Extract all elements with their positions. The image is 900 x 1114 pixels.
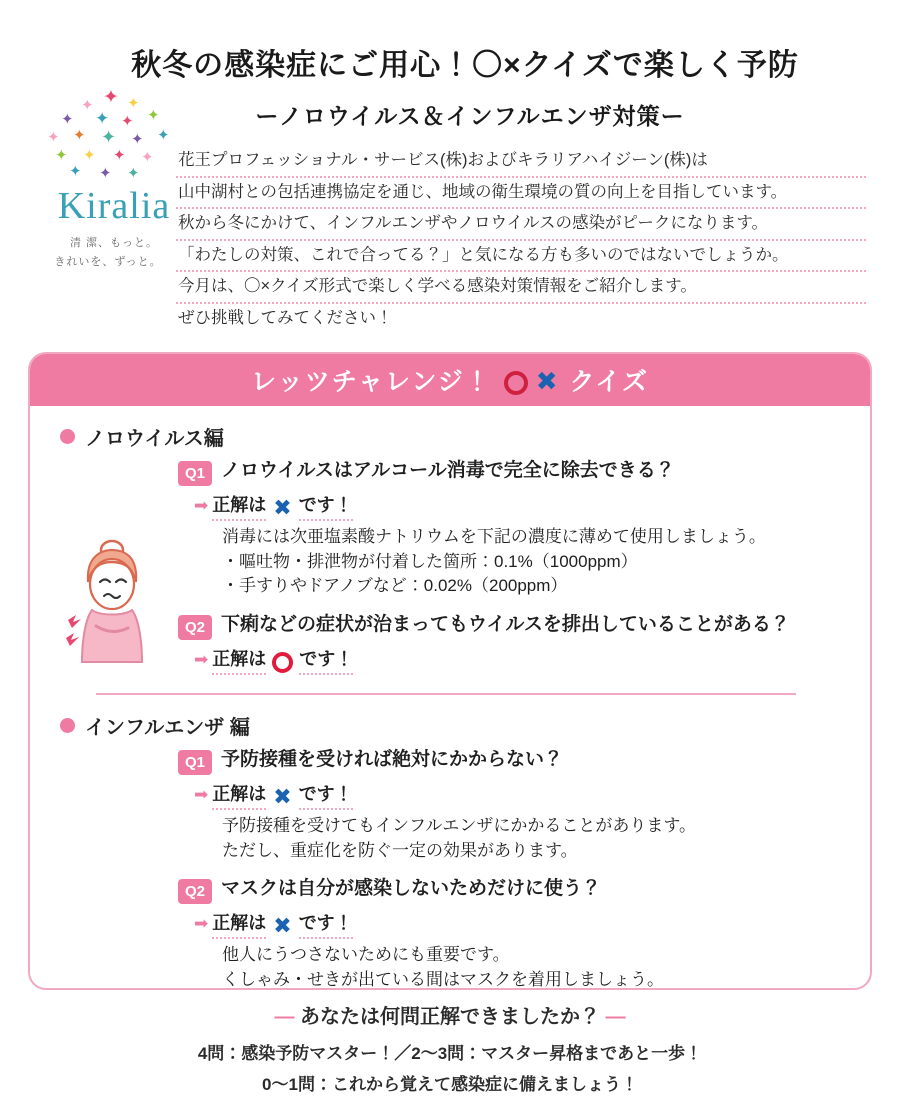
dash-left: — bbox=[274, 1006, 295, 1028]
answer-prefix: 正解は bbox=[212, 909, 266, 939]
arrow-right-icon: ➡ bbox=[194, 914, 209, 934]
intro-line: 花王プロフェッショナル・サービス(株)およびキラリアハイジーン(株)は bbox=[176, 146, 866, 178]
answer-prefix: 正解は bbox=[212, 780, 266, 810]
quiz-banner-right-label: クイズ bbox=[569, 368, 650, 396]
quiz-section-norovirus bbox=[30, 422, 870, 675]
quiz-banner-left-label: レッツチャレンジ！ bbox=[250, 368, 492, 396]
answer-row bbox=[194, 780, 870, 810]
footer-score-line-1: 4問：感染予防マスター！／2〜3問：マスター昇格まであと一歩！ bbox=[197, 1044, 703, 1063]
answer-detail bbox=[222, 814, 870, 863]
detail-line: ただし、重症化を防ぐ一定の効果があります。 bbox=[222, 840, 578, 860]
question-text: マスクは自分が感染しないためだけに使う？ bbox=[221, 878, 602, 900]
quiz-section-influenza bbox=[30, 711, 870, 990]
answer-prefix: 正解は bbox=[212, 491, 266, 521]
question-row bbox=[178, 613, 870, 640]
footer-score-line-2: 0〜1問：これから覚えて感染症に備えましょう！ bbox=[262, 1075, 638, 1094]
question-text: 下痢などの症状が治まってもウイルスを排出していることがある？ bbox=[221, 613, 790, 635]
stars-icon: ✦ ✦ ✦ ✦ ✦ ✦ ✦ ✦ ✦ ✦ ✦ ✦ ✦ ✦ ✦ ✦ ✦ ✦ ✦ bbox=[47, 87, 170, 182]
logo-tagline-1: 清 潔、もっと。 bbox=[69, 237, 159, 249]
page-title: 秋冬の感染症にご用心！〇×クイズで楽しく予防 bbox=[131, 49, 799, 82]
question-block bbox=[178, 613, 870, 675]
intro-line: 「わたしの対策、これで合ってる？」と気になる方も多いのではないでしょうか。 bbox=[176, 241, 866, 273]
page-subtitle: ーノロウイルス＆インフルエンザ対策ー bbox=[255, 103, 685, 129]
intro-line: ぜひ挑戦してみてください！ bbox=[178, 308, 393, 327]
question-tag: Q1 bbox=[178, 750, 212, 775]
question-tag: Q2 bbox=[178, 879, 212, 904]
bullet-dot-icon bbox=[60, 429, 75, 444]
answer-row bbox=[194, 909, 870, 939]
answer-suffix: です！ bbox=[299, 909, 353, 939]
answer-suffix: です！ bbox=[299, 645, 353, 675]
question-row bbox=[178, 748, 870, 775]
intro-paragraph bbox=[176, 146, 866, 333]
cross-mark-icon: ✖ bbox=[535, 365, 560, 396]
detail-line: ・手すりやドアノブなど：0.02%（200ppm） bbox=[222, 576, 568, 596]
cross-mark-icon: ✖ bbox=[273, 913, 292, 939]
intro-line: 今月は、〇×クイズ形式で楽しく学べる感染対策情報をご紹介します。 bbox=[176, 272, 866, 304]
footer-heading bbox=[0, 1000, 900, 1029]
intro-line: 秋から冬にかけて、インフルエンザやノロウイルスの感染がピークになります。 bbox=[176, 209, 866, 241]
quiz-banner bbox=[30, 354, 870, 406]
answer-suffix: です！ bbox=[299, 491, 353, 521]
arrow-right-icon: ➡ bbox=[194, 784, 209, 804]
answer-suffix: です！ bbox=[299, 780, 353, 810]
question-row bbox=[178, 877, 870, 904]
section-title-label: ノロウイルス編 bbox=[85, 428, 224, 450]
question-tag: Q1 bbox=[178, 461, 212, 486]
answer-detail bbox=[222, 525, 870, 599]
section-divider bbox=[96, 693, 796, 695]
detail-line: 予防接種を受けてもインフルエンザにかかることがあります。 bbox=[222, 815, 696, 835]
bullet-dot-icon bbox=[60, 718, 75, 733]
question-block bbox=[178, 459, 870, 599]
intro-line: 山中湖村との包括連携協定を通じ、地域の衛生環境の質の向上を目指しています。 bbox=[176, 178, 866, 210]
detail-line: 他人にうつさないためにも重要です。 bbox=[222, 945, 510, 965]
sick-woman-illustration bbox=[52, 534, 172, 664]
section-title-label: インフルエンザ 編 bbox=[85, 716, 250, 739]
logo-tagline-2: きれいを、ずっと。 bbox=[54, 256, 162, 268]
footer-heading-label: あなたは何問正解できましたか？ bbox=[300, 1006, 600, 1028]
detail-line: 消毒には次亜塩素酸ナトリウムを下記の濃度に薄めて使用しましょう。 bbox=[222, 527, 766, 546]
logo-wordmark: Kiralia bbox=[57, 185, 171, 227]
answer-detail bbox=[222, 943, 870, 990]
question-block bbox=[178, 748, 870, 863]
cross-mark-icon: ✖ bbox=[273, 495, 292, 520]
circle-mark-icon bbox=[504, 371, 528, 395]
detail-line: くしゃみ・せきが出ている間はマスクを着用しましょう。 bbox=[222, 969, 664, 989]
detail-line: ・嘔吐物・排泄物が付着した箇所：0.1%（1000ppm） bbox=[222, 551, 638, 571]
answer-row bbox=[194, 491, 870, 521]
cross-mark-icon: ✖ bbox=[273, 783, 292, 809]
circle-mark-icon bbox=[272, 652, 293, 673]
question-block bbox=[178, 877, 870, 990]
question-text: 予防接種を受ければ絶対にかからない？ bbox=[221, 748, 564, 770]
arrow-right-icon: ➡ bbox=[194, 649, 209, 669]
question-row bbox=[178, 459, 870, 486]
brand-logo bbox=[28, 88, 200, 269]
section-title bbox=[60, 422, 870, 451]
section-title bbox=[60, 711, 870, 740]
answer-prefix: 正解は bbox=[212, 645, 266, 675]
question-tag: Q2 bbox=[178, 615, 212, 640]
answer-row bbox=[194, 645, 870, 675]
dash-right: — bbox=[605, 1006, 626, 1028]
page-footer bbox=[0, 1000, 900, 1095]
question-text: ノロウイルスはアルコール消毒で完全に除去できる？ bbox=[221, 460, 675, 481]
quiz-card bbox=[28, 352, 872, 990]
arrow-right-icon: ➡ bbox=[194, 496, 209, 515]
